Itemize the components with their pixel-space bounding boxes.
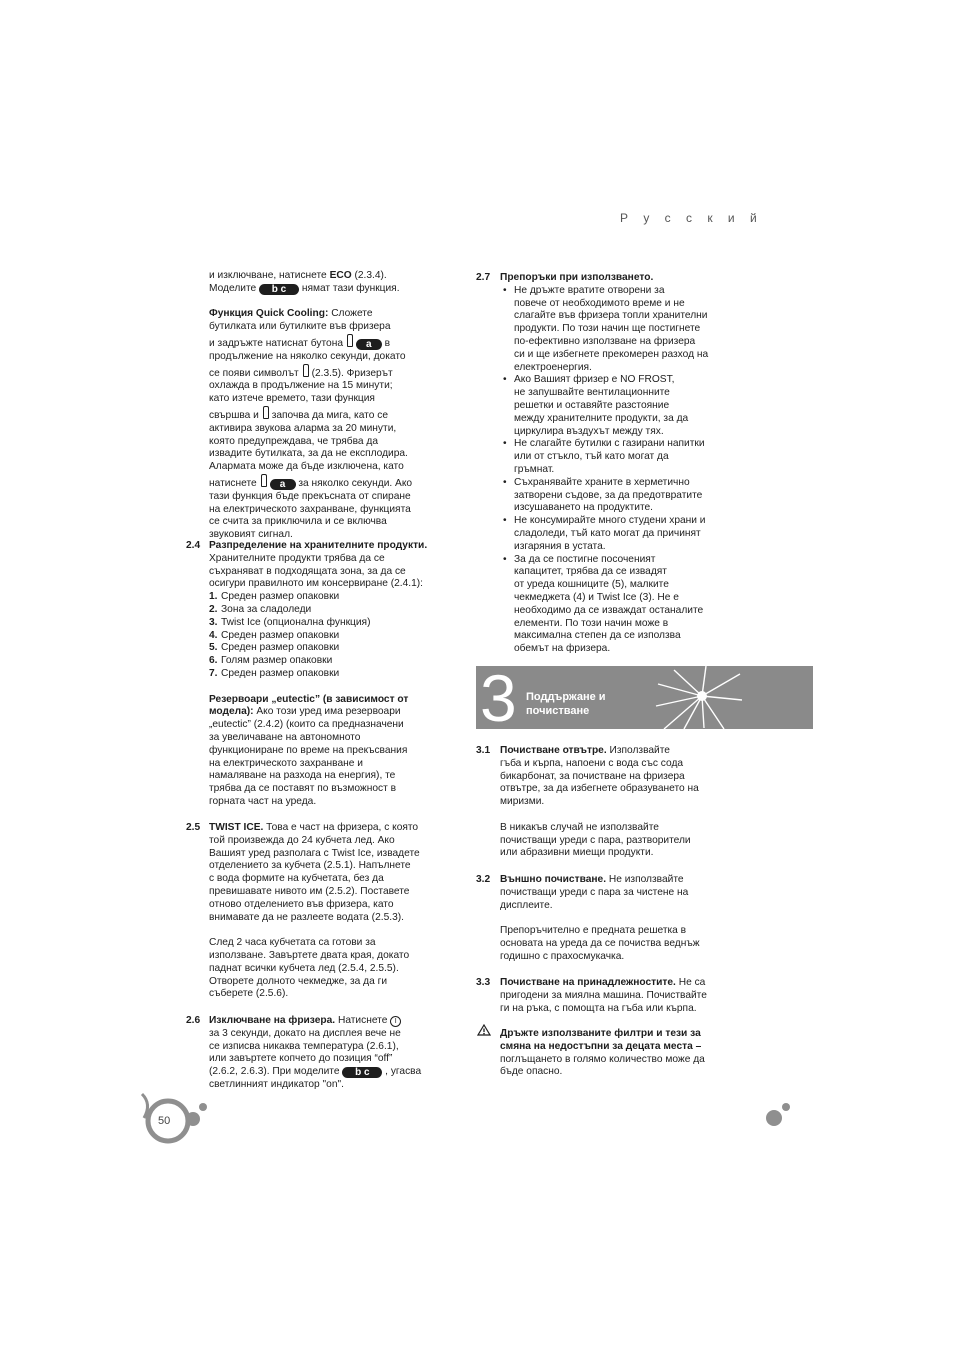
page-corner-decoration-right — [762, 1100, 792, 1130]
section-title: Изключване на фризера. — [209, 1015, 336, 1026]
section-number-2-7: 2.7 — [476, 272, 491, 283]
section-number-3-2: 3.2 — [476, 874, 491, 885]
list-item: • За да се постигне посоченият капацитет, трябва да се извадят от уреда кошниците (5), малките чекмеджета (4) и Twist Ice (3). Не е необходимо да се изваждат останалите елементи. По този начин може в максимална степен да се използва обемът на фризера. — [500, 554, 740, 656]
storage-zone-list — [209, 591, 449, 681]
section-title: TWIST ICE. — [209, 822, 264, 833]
quick-cooling-paragraph: Функция Quick Cooling: Сложете бутилката или бутилките във фризера и задръжте натиснат бутона a в продължение на няколко секунди, докато се появи символът (2.3.5). Фризерът охлажда в продължение на 15 минути; като изтече времето, тази функция свършва и започва да мига, като се активира звукова аларма за 20 минути, която предупреждава, че трябва да извадите бутилката, за да не експлодира. Алармата може да бъде изключена, като натиснете a за няколко секунди. Ако тази функция бъде прекъсната от спиране на електрическото захранване, функцията се счита за приключила и се включва звуковият сигнал. — [209, 308, 413, 541]
eco-label: ECO — [329, 270, 352, 281]
list-item: • Съхранявайте храните в херметично затворени съдове, за да предотвратите изсушаването на продуктите. — [500, 477, 740, 515]
section-2-7 — [500, 272, 740, 656]
left-column — [209, 270, 444, 542]
section-number-2-4: 2.4 — [186, 540, 201, 551]
list-item: 7. Среден размер опаковки — [209, 667, 340, 679]
language-label: Р у с с к и й — [620, 211, 763, 225]
warning-note: Дръжте използваните филтри и тези за смяна на недостъпни за децата места – поглъщането в голямо количество може да бъде опасно. — [500, 1028, 705, 1078]
section-title: Почистване на принадлежностите. — [500, 977, 676, 988]
bottle-icon — [347, 334, 353, 347]
list-item: • Не консумирайте много студени храни и сладоледи, тъй като могат да причинят изгаряния в устата. — [500, 515, 740, 553]
list-item: 2. Зона за сладоледи — [209, 603, 312, 615]
section-2-5: TWIST ICE. Това е част на фризера, с която той произвежда до 24 кубчета лед. Ако Вашият уред разполага с Twist Ice, извадете отделението за кубчета (2.5.1). Напълнете с вода формите на кубчетата, без да превишавате нивото им (2.5.2). Поставете отново отделението във фризера, като внимавате да не разлеете водата (2.5.3). След 2 часа кубчетата са готови за използване. Завъртете двата края, докато паднат всички кубчета лед (2.5.4, 2.5.5). Отворете долното чекмедже, за да ги съберете (2.5.6). — [209, 822, 420, 1000]
section-3-2: Външно почистване. Не използвайте почистващи уреди с пара за чистене на дисплеите. Препоръчително е предната решетка в основата на уреда да се почиства веднъж годишно с прахосмукачка. — [500, 874, 700, 962]
list-item: 1. Среден размер опаковки — [209, 591, 340, 603]
list-item: 6. Голям размер опаковки — [209, 655, 333, 667]
list-item: 3. Twist Ice (опционална функция) — [209, 616, 371, 628]
warning-icon — [477, 1024, 491, 1036]
usage-tips-list — [500, 285, 740, 656]
page-number: 50 — [158, 1115, 171, 1127]
section-3-banner — [476, 666, 813, 729]
section-number-2-5: 2.5 — [186, 822, 201, 833]
section-3-1: Почистване отвътре. Използвайте гъба и кърпа, напоени с вода със сода бикарбонат, за почистване на фризера отвътре, за да избегнете образуването на миризми. В никакъв случай не използвайте почистващи уреди с пара, разтворители или абразивни миещи продукти. — [500, 745, 699, 859]
page-corner-decoration-left — [138, 1090, 218, 1150]
intro-line-1: и изключване, натиснете ECO (2.3.4). — [209, 270, 387, 281]
bottle-icon — [261, 474, 267, 487]
list-item: • Не дръжте вратите отворени за повече от необходимото време и не слагайте във фризера топли хранителни продукти. По този начин ще постигнете по-ефективно използване на фризера си и ще избегнете прекомерен разход на електроенергия. — [500, 285, 740, 375]
section-title: Разпределение на хранителните продукти. — [209, 540, 428, 551]
section-2-6: Изключване на фризера. Натиснете I за 3 секунди, докато на дисплея вече не се изписва никаква температура (2.6.1), или завъртете копчето до позиция “off” (2.6.2, 2.6.3). При моделите b c , угасва светлинният индикатор "on". — [209, 1015, 422, 1090]
section-number-2-6: 2.6 — [186, 1015, 201, 1026]
list-item: • Не слагайте бутилки с газирани напитки или от стъкло, тъй като могат да гръмнат. — [500, 438, 740, 476]
intro-line-2: Моделите b c нямат тази функция. — [209, 282, 400, 295]
bottle-icon — [263, 406, 269, 419]
bottle-icon — [303, 364, 309, 377]
chapter-number: 3 — [480, 666, 517, 729]
chapter-title: Поддържане и почистване — [526, 691, 606, 717]
section-3-3: Почистване на принадлежностите. Не са пригодени за миялна машина. Почиствайте ги на ръка, с помощта на гъба или кърпа. — [500, 977, 707, 1014]
section-title: Препоръки при използването. — [500, 272, 654, 283]
a-button-icon: a — [270, 479, 296, 490]
bc-model-icon: b c — [342, 1067, 382, 1078]
power-icon: I — [390, 1016, 401, 1027]
section-number-3-3: 3.3 — [476, 977, 491, 988]
section-number-3-1: 3.1 — [476, 745, 491, 756]
section-title: Почистване отвътре. — [500, 745, 607, 756]
section-title: Външно почистване. — [500, 874, 607, 885]
bc-model-icon: b c — [259, 284, 299, 295]
sparkle-icon — [654, 666, 744, 729]
list-item: 5. Среден размер опаковки — [209, 642, 340, 654]
eutectic-paragraph: Резервоари „eutectic” (в зависимост от модела): Ако този уред има резервоари „eutectic” (2.4.2) (които са предназначени за увеличаване на автономното функциониране по време на прекъсвания на електрическото захранване и намаляване на разхода на енергия), те трябва да се поставят по възможност в горната част на уреда. — [209, 693, 409, 807]
list-item: • Ако Вашият фризер е NO FROST, не запушвайте вентилационните решетки и оставяйте разстояние между хранителните продукти, за да циркулира въздухът между тях. — [500, 374, 740, 438]
list-item: 4. Среден размер опаковки — [209, 629, 340, 641]
section-2-4: Разпределение на хранителните продукти. Хранителните продукти трябва да се съхраняват в подходящата зона, за да се осигури правилното им консервиране (2.4.1): 1. Среден размер опаковки 2. Зона за сладоледи 3. Twist Ice (опционална функция) 4. Среден размер опаковки 5. Среден размер опаковки 6. Голям размер опаковки 7. Среден размер опаковки Резервоари „eutectic” (в зависимост от модела): Ако този уред има резервоари „eutectic” (2.4.2) (които са предназначени за увеличаване на автономното функциониране по време на прекъсвания на електрическото захранване и намаляване на разхода на енергия), те трябва да се поставят по възможност в горната част на уреда. — [209, 540, 449, 809]
quick-cooling-title: Функция Quick Cooling: — [209, 308, 329, 320]
a-button-icon: a — [356, 339, 382, 350]
